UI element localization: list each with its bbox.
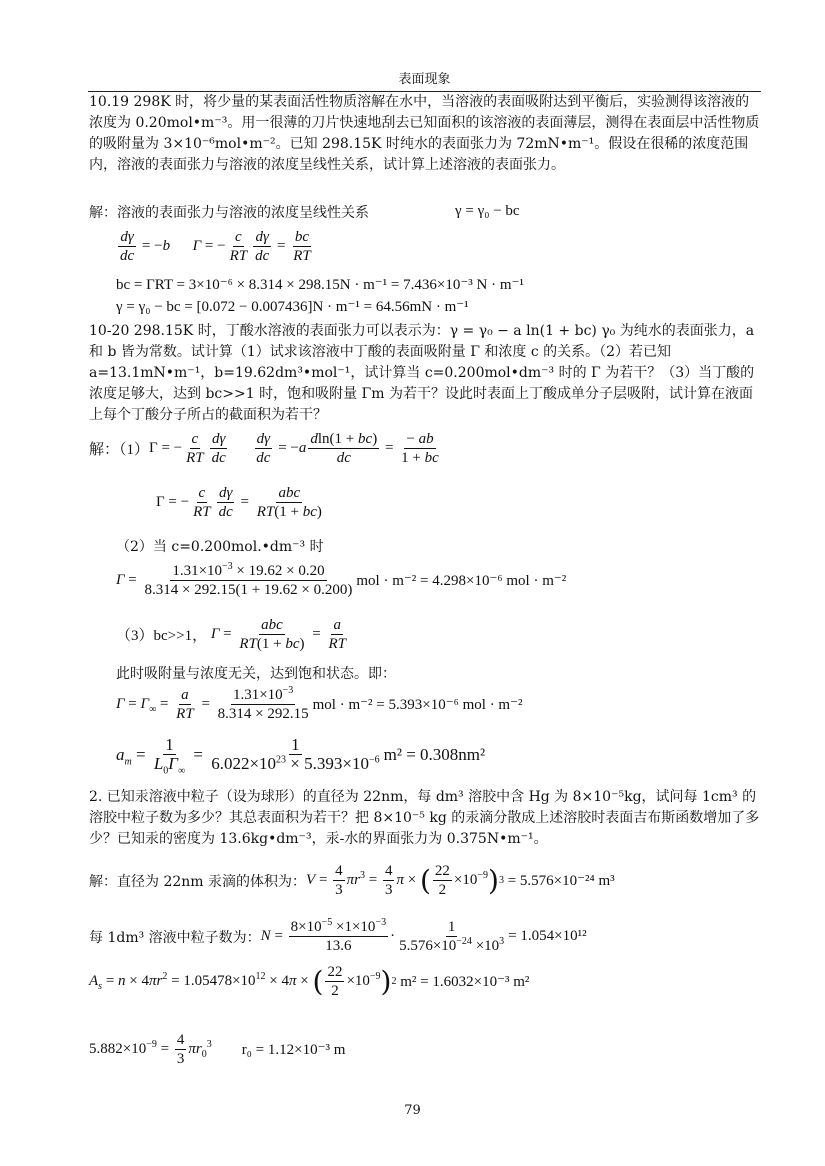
eq-saturation-limit: （3）bc>>1， Γ = $\frac{\text{abc}}{RT(1 + bc)}$ = $\frac{a}{RT}$: [116, 617, 346, 652]
problem-2-text: 2. 已知汞溶液中粒子（设为球形）的直径为 22nm，每 dm³ 溶胶中含 Hg 为 8×10⁻⁵kg，试问每 1cm³ 的溶胶中粒子数为多少？其总表面积为若干？把 8×10⁻⁵ kg 的汞滴分散成上述溶胶时表面吉布斯函数增加了多少？已知汞的密度为 13.6kg•dm⁻³，汞-水的界面张力为 0.375N•m⁻¹。: [89, 789, 760, 847]
radius-result: r₀ = 1.12×10⁻³ m: [241, 1042, 346, 1058]
gamma-numeric-result: mol · m⁻² = 4.298×10⁻⁶ mol · m⁻²: [356, 573, 567, 589]
count-label: 每 1dm³ 溶液中粒子数为：: [89, 929, 261, 946]
eq-particle-count: 每 1dm³ 溶液中粒子数为： N = $\frac{8\times 10^{-5} \times 1\times 10^{-3}}{13.6}$ · $\frac{1}{5.576\times 10^{-24} \times 10^3}$ = 1.054×10¹²: [89, 917, 587, 954]
total-area-result: m² = 1.6032×10⁻³ m²: [400, 974, 530, 990]
problem-10-20-text: 10-20 298.15K 时，丁酸水溶液的表面张力可以表示为：γ = γ₀ − a ln(1 + bc) γ₀ 为纯水的表面张力，a 和 b 皆为常数。试计算（1）试求该溶液中丁酸的表面吸附量 Γ 和浓度 c 的关系。（2）若已知 a=13.1mN•m⁻¹，b=19.62dm³•mol⁻¹，试计算当 c=0.200mol•dm⁻³ 时的 Γ 为若干？（3）当丁酸的浓度足够大，达到 bc>>1 时，饱和吸附量 Γm 为若干？设此时表面上丁酸成单分子层吸附，试计算在液面上每个丁酸分子所占的截面积为若干？: [89, 323, 755, 423]
problem-10-19-text: 10.19 298K 时，将少量的某表面活性物质溶解在水中，当溶液的表面吸附达到平衡后，实验测得该溶液的浓度为 0.20mol•m⁻³。用一很薄的刀片快速地刮去已知面积的该溶液的表面薄层，测得在表面层中活性物质的吸附量为 3×10⁻⁶mol•m⁻²。已知 298.15K 时纯水的表面张力为 72mN•m⁻¹。假设在很稀的浓度范围内，溶液的表面张力与溶液的浓度呈线性关系，试计算上述溶液的表面张力。: [89, 94, 760, 173]
eq-gamma-result: Γ = − $\frac{c}{RT}$ $\frac{d\gamma}{dc}$ = $\frac{\text{abc}}{RT(1 + bc)}$: [156, 485, 322, 520]
solution-3-label: （3）bc>>1，: [116, 628, 208, 644]
eq-derivative: $\frac{d\gamma}{dc}$ = −b Γ = − $\frac{c}{RT}$ $\frac{d\gamma}{dc}$ = $\frac{bc}{RT}$: [120, 229, 311, 264]
page-number: 79: [404, 1103, 421, 1118]
volume-label: 解：直径为 22nm 汞滴的体积为：: [89, 873, 307, 890]
solution-1-label: 解：（1）: [89, 442, 150, 458]
eq-saturation-value: $\Gamma = \Gamma_\infty$ = $\frac{a}{RT}$ = $\frac{1.31\times 10^{-3}}{8.314 \times 292.15}$ mol · m⁻² = 5.393×10⁻⁶ mol · m⁻²: [116, 685, 523, 722]
eq-gamma-derivation: 解：（1） Γ = − $\frac{c}{RT}$ $\frac{d\gamma}{dc}$ $\frac{d\gamma}{dc}$ = −a $\frac{dln(1 + bc)}{dc}$ = $\frac{- ab}{1 + bc}$: [89, 431, 439, 466]
eq-area-per-molecule: $a_m$ = $\frac{1}{L_0\Gamma_\infty}$ = $\frac{1}{6.022\times 10^{23} \times 5.393\times 10^{-6}}$ m² = 0.308nm²: [116, 735, 486, 777]
page-header: 表面现象: [88, 68, 761, 92]
area-result: m² = 0.308nm²: [383, 744, 486, 764]
saturation-result: mol · m⁻² = 5.393×10⁻⁶ mol · m⁻²: [312, 697, 523, 713]
eq-gamma-value: γ = γ₀ − bc = [0.072 − 0.007436]N · m⁻¹ = 64.56mN · m⁻¹: [116, 299, 469, 315]
eq-droplet-volume: 解：直径为 22nm 汞滴的体积为： V = $\frac{4}{3}$ $\pi r^3$ = $\frac{4}{3}$ π × ( $\frac{22}{2}$ $\times 10^{-9}$ ) 3 = 5.576×10⁻²⁴ m³: [89, 863, 615, 898]
eq-total-area: $A_s = n \times 4\pi r^2 = 1.05478\times 10^{12} \times 4\pi$ × ( $\frac{22}{2}$ $\times 10^{-9}$ ) 2 m² = 1.6032×10⁻³ m²: [89, 964, 530, 999]
eq-bc-value: bc = ΓRT = 3×10⁻⁶ × 8.314 × 298.15N · m⁻¹ = 7.436×10⁻³ N · m⁻¹: [116, 277, 524, 293]
eq-linear-relation: γ = γ₀ − bc: [455, 203, 520, 219]
count-result: = 1.054×10¹²: [508, 928, 587, 944]
volume-result: = 5.576×10⁻²⁴ m³: [507, 873, 615, 889]
solution-2-label: （2）当 c=0.200mol.•dm⁻³ 时: [116, 539, 324, 555]
eq-radius: $5.882\times 10^{-9}$ = $\frac{4}{3}$ $\pi r_0^3$ r₀ = 1.12×10⁻³ m: [89, 1032, 346, 1067]
eq-gamma-numeric: Γ = $\frac{1.31\times 10^{-3} \times 19.62 \times 0.20}{8.314 \times 292.15(1 + 19.62 \times 0.200)}$ mol · m⁻² = 4.298×10⁻⁶ mol · m⁻²: [116, 561, 567, 598]
saturation-note: 此时吸附量与浓度无关，达到饱和状态。即：: [116, 666, 396, 682]
solution-10-19-label: 解：溶液的表面张力与溶液的浓度呈线性关系: [89, 205, 369, 221]
